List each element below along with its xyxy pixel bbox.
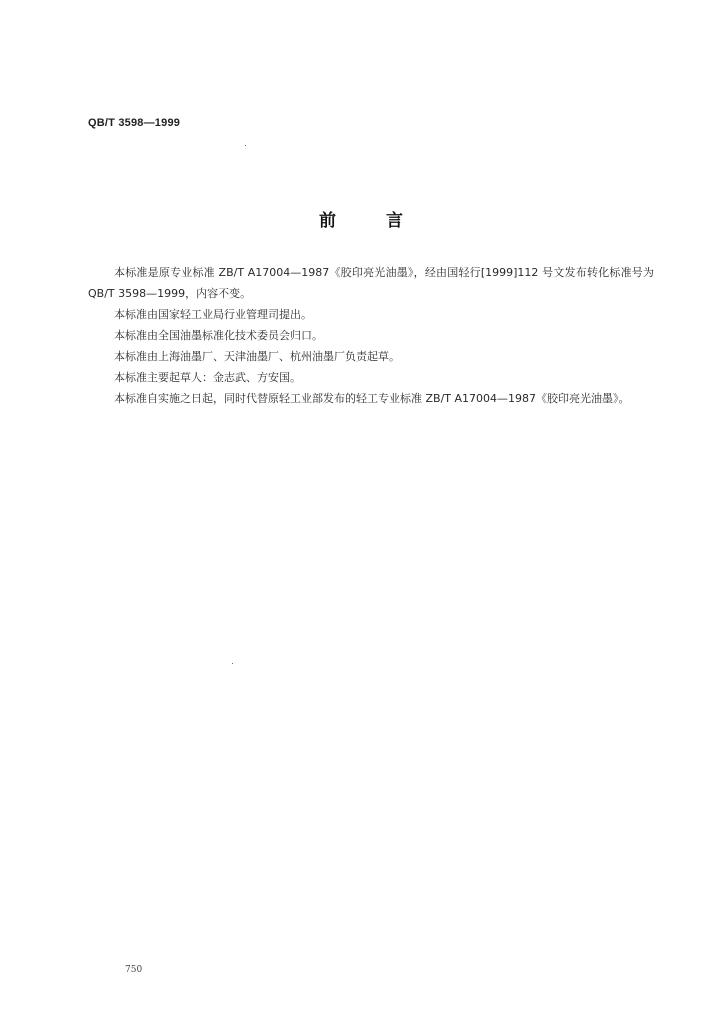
paragraph-4: 本标准由上海油墨厂、天津油墨厂、杭州油墨厂负责起草。 (114, 350, 400, 363)
scan-speck (245, 145, 246, 146)
foreword-body (88, 262, 654, 409)
paragraph-1: 本标准是原专业标准 ZB/T A17004—1987《胶印亮光油墨》，经由国轻行[1999]112 号文发布转化标准号为 QB/T 3598—1999，内容不变。 (88, 266, 654, 300)
paragraph-2: 本标准由国家轻工业局行业管理司提出。 (114, 308, 312, 321)
paragraph-5: 本标准主要起草人：金志武、方安国。 (114, 371, 301, 384)
paragraph-3: 本标准由全国油墨标准化技术委员会归口。 (114, 329, 323, 342)
paragraph-6: 本标准自实施之日起，同时代替原轻工业部发布的轻工专业标准 ZB/T A17004—1987《胶印亮光油墨》。 (114, 392, 630, 405)
title-char-1: 前 (319, 211, 336, 231)
scan-speck (232, 663, 233, 664)
title-char-2: 言 (386, 211, 403, 231)
page-number: 750 (125, 965, 143, 975)
standard-code: QB/T 3598—1999 (88, 117, 181, 129)
page-title (0, 206, 722, 231)
